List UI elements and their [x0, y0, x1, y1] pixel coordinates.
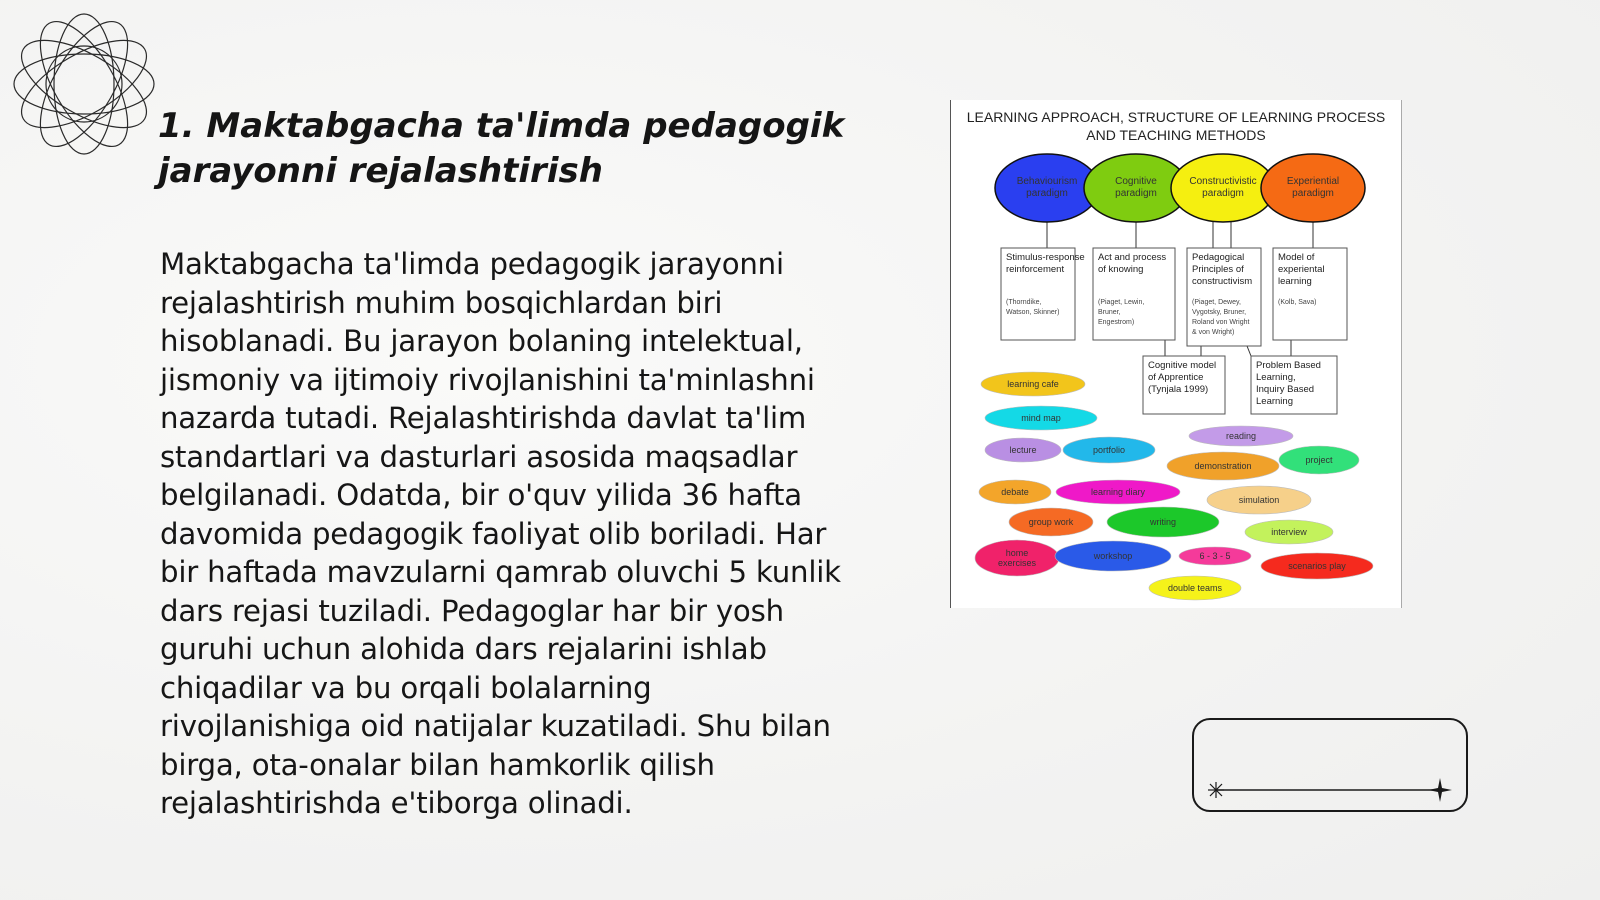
teaching-method-label: portfolio — [1092, 445, 1126, 455]
structure-box-title: Act and process of knowing — [1098, 252, 1167, 275]
diagram-canvas — [951, 100, 1401, 608]
structure-box-title: Problem Based Learning, Inquiry Based Learning — [1256, 360, 1321, 407]
teaching-method-label: learning cafe — [1007, 379, 1059, 389]
paradigm-label: Cognitive paradigm — [1115, 176, 1157, 199]
structure-box-title: Model of experiental learning — [1278, 252, 1325, 287]
learning-approach-diagram — [950, 100, 1402, 608]
paradigm-label: Constructivistic paradigm — [1189, 176, 1257, 199]
teaching-method-label: lecture — [1009, 445, 1037, 455]
structure-box-note: (Thorndike, Watson, Skinner) — [1006, 299, 1060, 316]
teaching-method-label: double teams — [1167, 583, 1223, 593]
teaching-method-label: home exercises — [997, 548, 1037, 568]
connector-line — [1247, 346, 1251, 356]
slide-body-text: Maktabgacha ta'limda pedagogik jarayonni rejalashtirish muhim bosqichlardan biri hisoblanadi. Bu jarayon bolaning intelektual, jismoniy va ijtimoiy rivojlanishini ta'minlashni nazarda tutadi. Rejalashtirishda davlat ta'lim standartlari va dasturlari asosida maqsadlar belgilanadi. Odatda, bir o'quv yilida 36 hafta davomida pedagogik faoliyat olib boriladi. Har bir haftada mavzularni qamrab oluvchi 5 kunlik dars rejasi tuziladi. Pedagoglar har bir yosh guruhi uchun alohida dars rejalarini ishlab chiqadilar va bu orqali bolalarning rivojlanishiga oid natijalar kuzatiladi. Shu bilan birga, ota-onalar bilan hamkorlik qilish rejalashtirishda e'tiborga olinadi. — [160, 247, 841, 820]
structure-box-title: Cognitive model of Apprentice (Tynjala 1999) — [1148, 360, 1217, 395]
sparkle-line-icon — [1194, 720, 1466, 810]
teaching-method-label: 6 - 3 - 5 — [1199, 551, 1231, 561]
teaching-method-label: learning diary — [1090, 487, 1146, 497]
paradigm-label: Experiential paradigm — [1286, 176, 1340, 199]
structure-box-title: Pedagogical Principles of constructivism — [1192, 252, 1253, 287]
structure-box-note: (Kolb, Sava) — [1278, 299, 1317, 306]
teaching-method-label: debate — [1001, 487, 1029, 497]
structure-box-note: (Piaget, Dewey, Vygotsky, Bruner, Roland von Wright & von Wright) — [1192, 299, 1250, 336]
teaching-method-label: reading — [1225, 431, 1257, 441]
teaching-method-label: mind map — [1021, 413, 1061, 423]
teaching-method-label: interview — [1271, 527, 1307, 537]
paradigm-label: Behaviourism paradigm — [1016, 176, 1078, 199]
structure-box-title: Stimulus-response reinforcement — [1006, 252, 1085, 275]
teaching-method-label: project — [1305, 455, 1333, 465]
diagram-title: LEARNING APPROACH, STRUCTURE OF LEARNING PROCESS AND TEACHING METHODS — [966, 109, 1386, 143]
orbit-ornament-icon — [10, 10, 158, 158]
teaching-method-label: workshop — [1093, 551, 1133, 561]
teaching-method-label: demonstration — [1194, 461, 1252, 471]
teaching-method-label: scenarios play — [1288, 561, 1346, 571]
teaching-method-label: simulation — [1238, 495, 1280, 505]
teaching-method-label: group work — [1028, 517, 1074, 527]
structure-box-note: (Piaget, Lewin, Bruner, Engestrom) — [1098, 299, 1145, 326]
slide-title: 1. Maktabgacha ta'limda pedagogik jarayonni rejalashtirish — [158, 106, 845, 191]
teaching-method-label: writing — [1149, 517, 1177, 527]
decorative-frame — [1192, 718, 1468, 812]
